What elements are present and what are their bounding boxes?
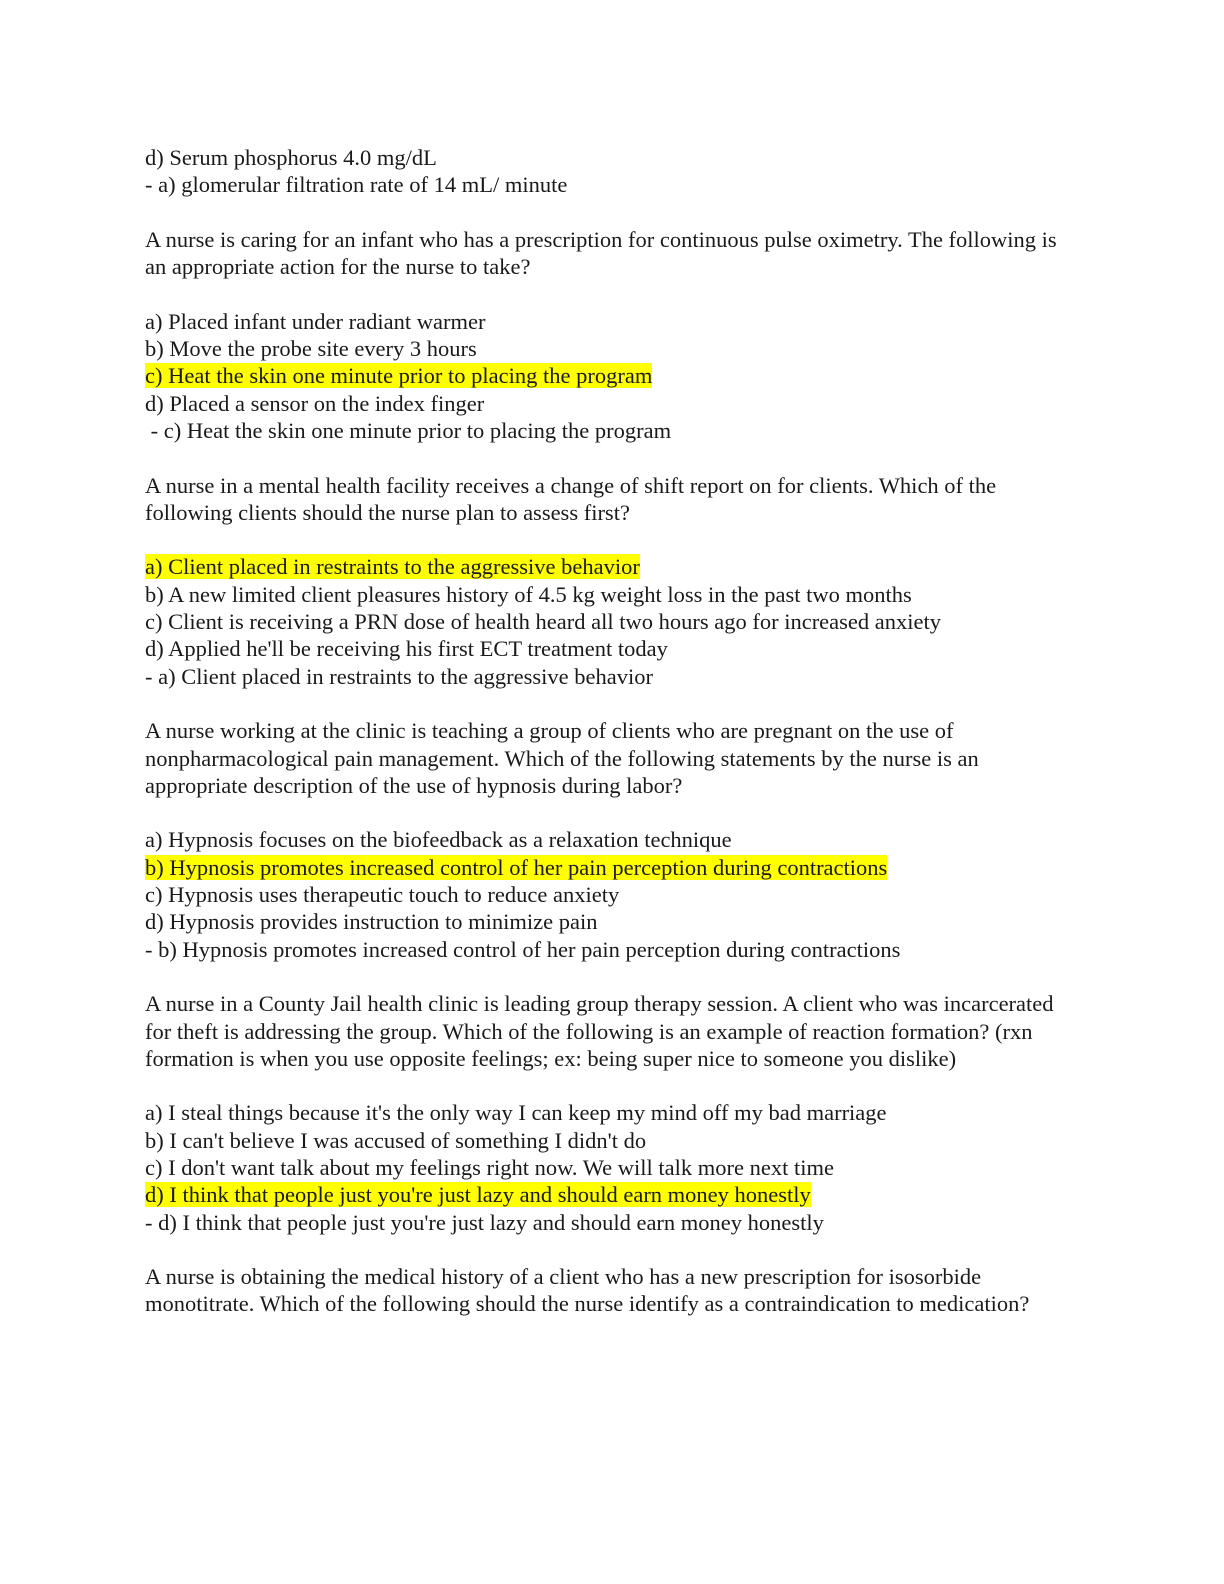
question-4-stem: [145, 990, 1075, 1072]
option-a: a) Placed infant under radiant warmer: [145, 308, 486, 334]
previous-question-tail: [145, 144, 1075, 199]
question-text: A nurse is obtaining the medical history of a client who has a new prescription for isosorbide monotitrate. Which of the following should the nurse identify as a contraindication to medication?: [145, 1264, 1030, 1317]
question-1-stem: [145, 226, 1075, 281]
question-3-options: [145, 826, 1075, 962]
question-text: A nurse is caring for an infant who has a prescription for continuous pulse oximetry. The following is an appropriate action for the nurse to take?: [145, 226, 1057, 280]
answer-line: - c) Heat the skin one minute prior to placing the program: [145, 417, 672, 443]
question-text: A nurse in a County Jail health clinic is leading group therapy session. A client who was incarcerated for theft is addressing the group. Which of the following is an example of reaction formation? (rxn formation is when you use opposite feelings; ex: being super nice to someone you dislike): [145, 991, 1054, 1071]
option-b-highlighted: [145, 854, 1075, 881]
option-d: d) Applied he'll be receiving his first ECT treatment today: [145, 636, 668, 662]
option-d: d) Hypnosis provides instruction to minimize pain: [145, 909, 598, 935]
answer-line: - d) I think that people just you're just lazy and should earn money honestly: [145, 1209, 824, 1235]
highlight: b) Hypnosis promotes increased control of her pain perception during contractions: [145, 854, 888, 880]
option-a-highlighted: [145, 553, 1075, 580]
question-text: A nurse working at the clinic is teaching a group of clients who are pregnant on the use of nonpharmacological pain management. Which of the following statements by the nurse is an appropriate description of the use of hypnosis during labor?: [145, 718, 979, 798]
option-c: c) I don't want talk about my feelings right now. We will talk more next time: [145, 1154, 834, 1180]
document-page: [145, 144, 1075, 1345]
question-text: A nurse in a mental health facility receives a change of shift report on for clients. Which of the following clients should the nurse plan to assess first?: [145, 472, 997, 525]
option-a: a) Hypnosis focuses on the biofeedback as a relaxation technique: [145, 827, 732, 853]
highlight: a) Client placed in restraints to the aggressive behavior: [145, 554, 640, 580]
answer-line: - a) glomerular filtration rate of 14 mL/ minute: [145, 172, 568, 198]
option-d: d) Placed a sensor on the index finger: [145, 390, 485, 416]
question-2-options: [145, 553, 1075, 689]
option-d: d) Serum phosphorus 4.0 mg/dL: [145, 145, 437, 170]
option-d-highlighted: [145, 1181, 1075, 1208]
highlight: c) Heat the skin one minute prior to placing the program: [145, 363, 653, 389]
question-4-options: [145, 1099, 1075, 1235]
option-b: b) I can't believe I was accused of something I didn't do: [145, 1127, 647, 1153]
highlight: d) I think that people just you're just lazy and should earn money honestly: [145, 1182, 811, 1208]
option-c-highlighted: [145, 362, 1075, 389]
option-c: c) Client is receiving a PRN dose of health heard all two hours ago for increased anxiety: [145, 609, 942, 635]
question-5-stem: [145, 1263, 1075, 1318]
question-3-stem: [145, 717, 1075, 799]
option-b: b) A new limited client pleasures history of 4.5 kg weight loss in the past two months: [145, 581, 912, 607]
option-b: b) Move the probe site every 3 hours: [145, 336, 477, 362]
question-2-stem: [145, 472, 1075, 527]
answer-line: - a) Client placed in restraints to the aggressive behavior: [145, 663, 653, 689]
answer-line: - b) Hypnosis promotes increased control of her pain perception during contractions: [145, 936, 901, 962]
option-a: a) I steal things because it's the only way I can keep my mind off my bad marriage: [145, 1100, 887, 1126]
option-c: c) Hypnosis uses therapeutic touch to reduce anxiety: [145, 882, 620, 908]
question-1-options: [145, 308, 1075, 444]
